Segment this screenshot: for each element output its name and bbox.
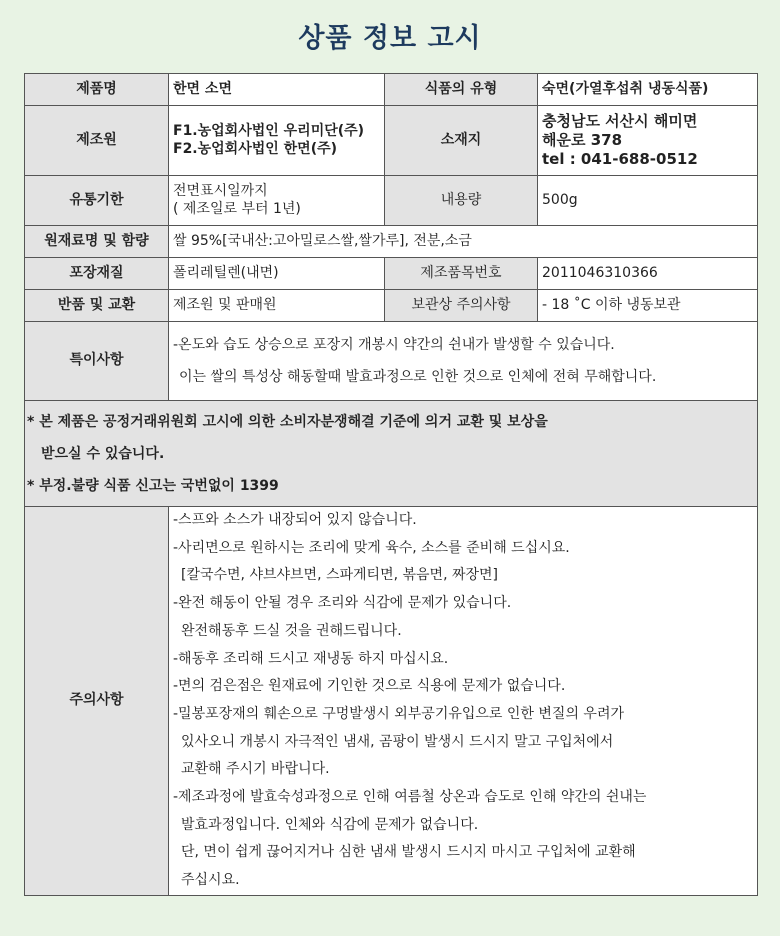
caution-line: 발효과정입니다. 인체와 식감에 문제가 없습니다. bbox=[181, 816, 479, 833]
location-line: tel : 041-688-0512 bbox=[542, 149, 698, 168]
ingredients-label: 원재료명 및 함량 bbox=[25, 226, 169, 258]
table-row bbox=[25, 258, 758, 290]
packaging-value: 폴리레틸렌(내면) bbox=[169, 258, 385, 290]
caution-line: 주십시요. bbox=[181, 872, 240, 889]
caution-line: -밀봉포장재의 훼손으로 구멍발생시 외부공기유입으로 인한 변질의 우려가 bbox=[173, 705, 624, 722]
manufacturer-value bbox=[169, 106, 385, 176]
food-type-label: 식품의 유형 bbox=[385, 74, 538, 106]
expiry-value bbox=[169, 176, 385, 226]
location-line: 충청남도 서산시 해미면 bbox=[542, 112, 698, 131]
manufacturer-line: F2.농업회사법인 한면(주) bbox=[173, 140, 338, 157]
table-row bbox=[25, 401, 758, 507]
caution-line: [칼국수면, 샤브샤브면, 스파게티면, 볶음면, 짜장면] bbox=[181, 567, 499, 584]
manufacturer-label: 제조원 bbox=[25, 106, 169, 176]
location-value bbox=[538, 106, 758, 176]
caution-line: -면의 검은점은 원재료에 기인한 것으로 식용에 문제가 없습니다. bbox=[173, 678, 566, 695]
storage-label: 보관상 주의사항 bbox=[385, 290, 538, 322]
caution-line: -사리면으로 원하시는 조리에 맞게 육수, 소스를 준비해 드십시요. bbox=[173, 539, 570, 556]
expiry-label: 유통기한 bbox=[25, 176, 169, 226]
expiry-line: 전면표시일까지 bbox=[173, 183, 268, 199]
notice-line: * 부정.불량 식품 신고는 국번없이 1399 bbox=[27, 477, 279, 494]
table-row bbox=[25, 226, 758, 258]
caution-value bbox=[169, 507, 758, 896]
food-type-value: 숙면(가열후섭취 냉동식품) bbox=[538, 74, 758, 106]
caution-line: -스프와 소스가 내장되어 있지 않습니다. bbox=[173, 512, 417, 528]
caution-line: 교환해 주시기 바랍니다. bbox=[181, 761, 330, 778]
report-no-label: 제조품목번호 bbox=[385, 258, 538, 290]
table-row bbox=[25, 322, 758, 401]
returns-label: 반품 및 교환 bbox=[25, 290, 169, 322]
table-row bbox=[25, 74, 758, 106]
volume-label: 내용량 bbox=[385, 176, 538, 226]
manufacturer-line: F1.농업회사법인 우리미단(주) bbox=[173, 123, 365, 139]
caution-line: -해동후 조리해 드시고 재냉동 하지 마십시요. bbox=[173, 650, 449, 667]
table-row bbox=[25, 106, 758, 176]
consumer-notice bbox=[25, 401, 758, 507]
notice-line: * 본 제품은 공정거래위원회 고시에 의한 소비자분쟁해결 기준에 의거 교환 및 보상을 bbox=[27, 413, 548, 430]
report-no-value: 2011046310366 bbox=[538, 258, 758, 290]
page-title: 상품 정보 고시 bbox=[298, 23, 482, 54]
returns-value: 제조원 및 판매원 bbox=[169, 290, 385, 322]
volume-value: 500g bbox=[538, 176, 758, 226]
table-row bbox=[25, 290, 758, 322]
location-line: 해운로 378 bbox=[542, 131, 623, 150]
special-line: -온도와 습도 상승으로 포장지 개봉시 약간의 쉰내가 발생할 수 있습니다. bbox=[173, 337, 615, 353]
table-row bbox=[25, 176, 758, 226]
packaging-label: 포장재질 bbox=[25, 258, 169, 290]
caution-line: 단, 면이 쉽게 끊어지거나 심한 냄새 발생시 드시지 마시고 구입처에 교환해 bbox=[181, 844, 636, 861]
table-row bbox=[25, 507, 758, 896]
product-name-label: 제품명 bbox=[25, 74, 169, 106]
product-name-value: 한면 소면 bbox=[169, 74, 385, 106]
special-line: 이는 쌀의 특성상 해동할때 발효과정으로 인한 것으로 인체에 전혀 무해합니다. bbox=[179, 369, 657, 385]
product-info-table bbox=[24, 73, 758, 896]
caution-line: -제조과정에 발효숙성과정으로 인해 여름철 상온과 습도로 인해 약간의 쉰내는 bbox=[173, 789, 647, 806]
caution-line: 있사오니 개봉시 자극적인 냄새, 곰팡이 발생시 드시지 말고 구입처에서 bbox=[181, 733, 614, 750]
storage-value: - 18 ˚C 이하 냉동보관 bbox=[538, 290, 758, 322]
location-label: 소재지 bbox=[385, 106, 538, 176]
ingredients-value: 쌀 95%[국내산:고아밀로스쌀,쌀가루], 전분,소금 bbox=[169, 226, 758, 258]
special-value bbox=[169, 322, 758, 401]
caution-line: 완전해동후 드실 것을 권해드립니다. bbox=[181, 622, 402, 639]
expiry-line: ( 제조일로 부터 1년) bbox=[173, 200, 301, 217]
caution-label: 주의사항 bbox=[25, 507, 169, 896]
special-label: 특이사항 bbox=[25, 322, 169, 401]
caution-line: -완전 해동이 안될 경우 조리와 식감에 문제가 있습니다. bbox=[173, 595, 512, 612]
notice-line: 받으실 수 있습니다. bbox=[41, 445, 165, 462]
